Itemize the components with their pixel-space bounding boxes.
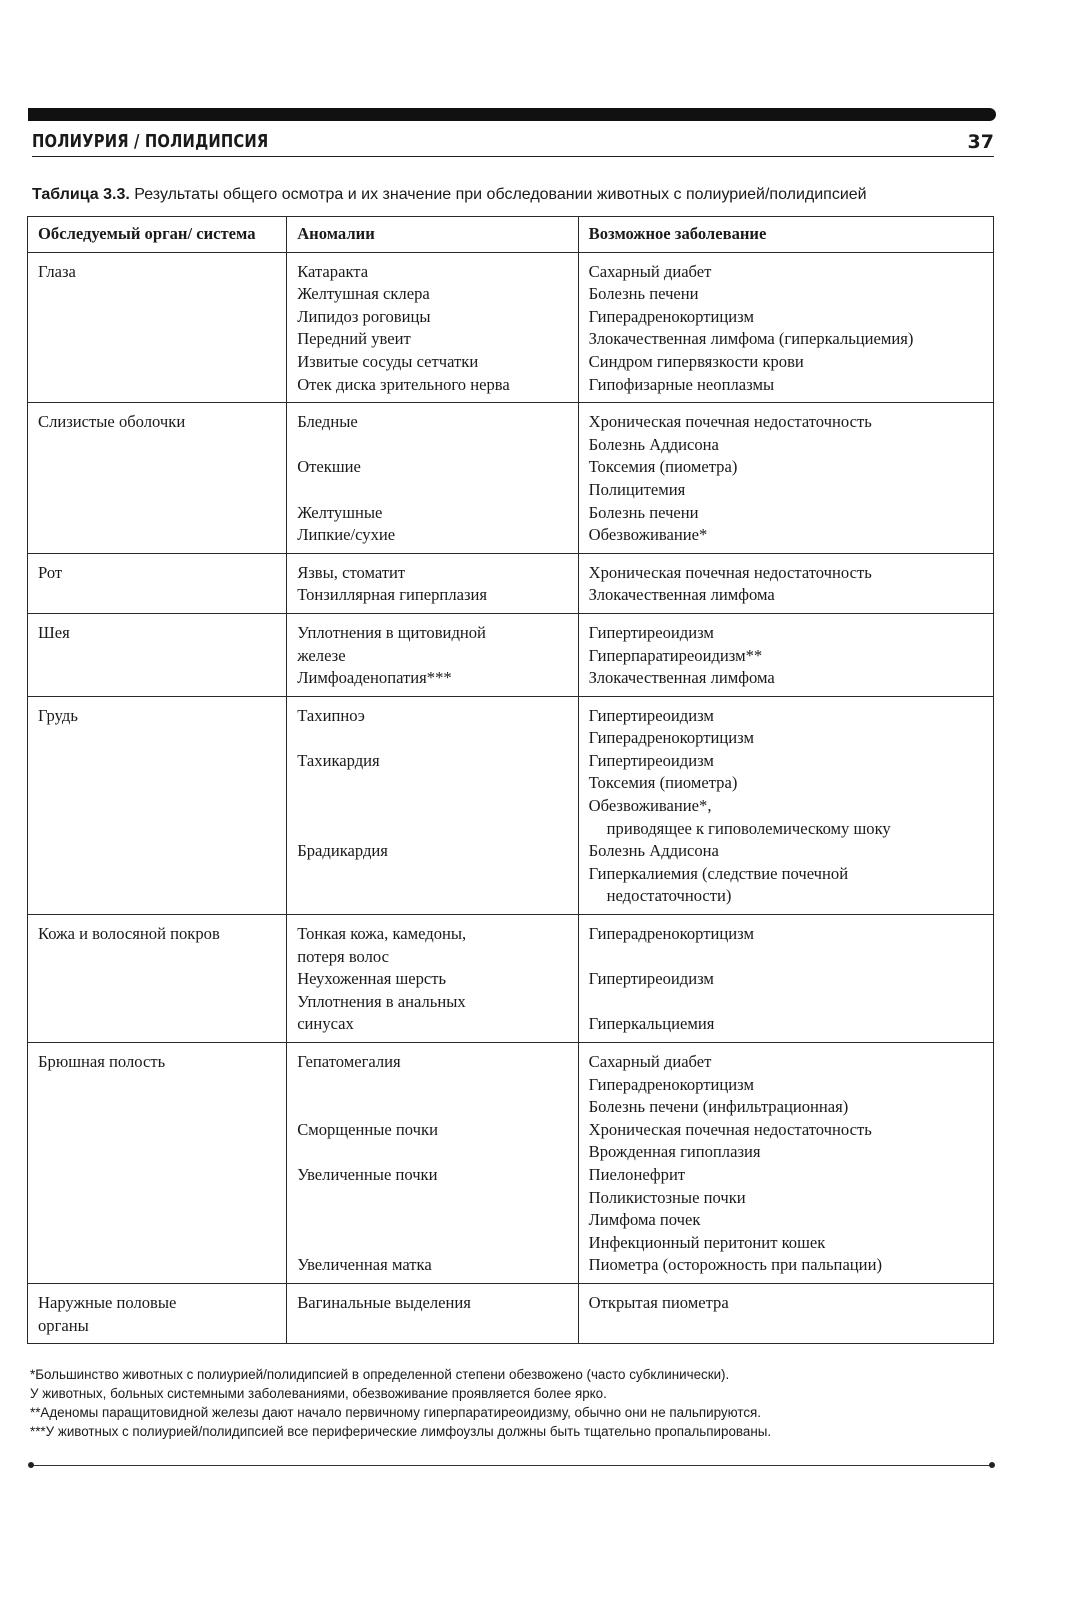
cell-line: Токсемия (пиометра) bbox=[588, 773, 738, 793]
cell-line bbox=[589, 946, 987, 969]
organ-cell bbox=[28, 403, 287, 554]
cell-line: Поликистозные почки bbox=[588, 1187, 746, 1207]
table-row bbox=[28, 613, 994, 696]
cell-line: Гиперадренокортицизм bbox=[588, 924, 754, 944]
cell-line: потеря волос bbox=[297, 946, 389, 966]
cell-line: Слизистые оболочки bbox=[38, 412, 186, 432]
cell-line: Шея bbox=[38, 622, 70, 642]
cell-line bbox=[297, 863, 571, 886]
anomalies-cell bbox=[287, 915, 578, 1043]
diseases-cell bbox=[578, 915, 993, 1043]
cell-line: Инфекционный перитонит кошек bbox=[588, 1232, 826, 1252]
cell-line: Липидоз роговицы bbox=[297, 306, 431, 326]
cell-line: Грудь bbox=[38, 705, 78, 725]
cell-line: Язвы, стоматит bbox=[297, 562, 406, 582]
cell-line bbox=[297, 434, 571, 457]
cell-line: органы bbox=[38, 1315, 89, 1335]
cell-line bbox=[297, 795, 571, 818]
cell-line bbox=[297, 818, 571, 841]
header-organ: Обследуемый орган/ система bbox=[28, 217, 287, 253]
diseases-cell bbox=[578, 252, 993, 403]
cell-line: Желтушная склера bbox=[297, 284, 430, 304]
table-row bbox=[28, 696, 994, 914]
cell-line: Бледные bbox=[297, 412, 358, 432]
cell-line: Сморщенные почки bbox=[297, 1119, 438, 1139]
cell-line bbox=[297, 479, 571, 502]
anomalies-cell bbox=[287, 613, 578, 696]
cell-line bbox=[297, 1232, 571, 1255]
cell-line: Катаракта bbox=[297, 261, 369, 281]
table-body bbox=[28, 252, 994, 1344]
cell-line: Сахарный диабет bbox=[588, 1052, 712, 1071]
diseases-cell bbox=[578, 696, 993, 914]
cell-line: Увеличенные почки bbox=[297, 1164, 438, 1184]
diseases-cell bbox=[578, 613, 993, 696]
footnote: У животных, больных системными заболеваниями, обезвоживание проявляется более ярко. bbox=[30, 1386, 607, 1401]
page-number: 37 bbox=[967, 131, 994, 153]
cell-line: Токсемия (пиометра) bbox=[588, 457, 738, 477]
anomalies-cell bbox=[287, 1283, 578, 1343]
anomalies-cell bbox=[287, 696, 578, 914]
organ-cell bbox=[28, 252, 287, 403]
cell-line: Брюшная полость bbox=[38, 1052, 166, 1071]
cell-line: Вагинальные выделения bbox=[297, 1292, 471, 1312]
cell-line: Гиперпаратиреоидизм** bbox=[588, 645, 763, 665]
footnote: *Большинство животных с полиурией/полидипсией в определенной степени обезвожено (часто субклинически). bbox=[30, 1367, 730, 1382]
organ-cell bbox=[28, 915, 287, 1043]
cell-line: Гиперадренокортицизм bbox=[588, 1074, 754, 1094]
cell-line: Гепатомегалия bbox=[297, 1052, 401, 1071]
cell-line: Обезвоживание*, bbox=[588, 796, 712, 816]
cell-line: Открытая пиометра bbox=[588, 1292, 729, 1312]
cell-line: Липкие/сухие bbox=[297, 525, 396, 545]
diseases-cell bbox=[578, 1283, 993, 1343]
cell-line bbox=[297, 1074, 571, 1097]
table-row bbox=[28, 915, 994, 1043]
table-row bbox=[28, 1043, 994, 1284]
cell-line: Злокачественная лимфома bbox=[588, 668, 775, 688]
cell-line: приводящее к гиповолемическому шоку bbox=[606, 818, 891, 838]
cell-line bbox=[589, 991, 987, 1014]
anomalies-cell bbox=[287, 1043, 578, 1284]
cell-line: Гипертиреоидизм bbox=[588, 969, 714, 989]
cell-line: Тахикардия bbox=[297, 750, 380, 770]
cell-line: Гипертиреоидизм bbox=[588, 750, 714, 770]
anomalies-cell bbox=[287, 553, 578, 613]
cell-line: Гипофизарные неоплазмы bbox=[588, 374, 775, 394]
cell-line: Пиелонефрит bbox=[588, 1164, 686, 1184]
cell-line: Тонкая кожа, камедоны, bbox=[297, 924, 467, 944]
cell-line: синусах bbox=[297, 1014, 354, 1034]
organ-cell bbox=[28, 613, 287, 696]
footnotes bbox=[30, 1365, 1010, 1441]
findings-table-container bbox=[27, 216, 994, 1344]
table-caption-label: Таблица 3.3. bbox=[32, 186, 130, 203]
cell-line: Глаза bbox=[38, 261, 76, 281]
anomalies-cell bbox=[287, 403, 578, 554]
cell-line bbox=[297, 727, 571, 750]
cell-line: Наружные половые bbox=[38, 1292, 177, 1312]
cell-line: Лимфома почек bbox=[588, 1210, 701, 1230]
organ-cell bbox=[28, 1283, 287, 1343]
cell-line: Обезвоживание* bbox=[588, 525, 708, 545]
cell-line: Сахарный диабет bbox=[588, 261, 712, 281]
cell-line: Тонзиллярная гиперплазия bbox=[297, 585, 488, 605]
cell-line bbox=[297, 1096, 571, 1119]
footnote: ***У животных с полиурией/полидипсией все периферические лимфоузлы должны быть тщательно пропальпированы. bbox=[30, 1424, 772, 1439]
running-header bbox=[32, 130, 994, 157]
organ-cell bbox=[28, 1043, 287, 1284]
cell-line: Гипертиреоидизм bbox=[588, 705, 714, 725]
cell-line: Злокачественная лимфома (гиперкальциемия) bbox=[588, 329, 914, 349]
cell-line: Гиперкальциемия bbox=[588, 1014, 715, 1034]
section-title: ПОЛИУРИЯ / ПОЛИДИПСИЯ bbox=[32, 131, 269, 152]
cell-line bbox=[297, 885, 571, 908]
cell-line: Болезнь печени bbox=[588, 502, 699, 522]
organ-cell bbox=[28, 553, 287, 613]
header-diseases: Возможное заболевание bbox=[578, 217, 993, 253]
cell-line: Передний увеит bbox=[297, 329, 411, 349]
cell-line: Хроническая почечная недостаточность bbox=[588, 562, 872, 582]
cell-line: Лимфоаденопатия*** bbox=[297, 668, 452, 688]
anomalies-cell bbox=[287, 252, 578, 403]
cell-line: Полицитемия bbox=[588, 479, 686, 499]
rule-end-dot bbox=[28, 1462, 34, 1468]
cell-line bbox=[297, 1209, 571, 1232]
cell-line bbox=[297, 1141, 571, 1164]
cell-line: Извитые сосуды сетчатки bbox=[297, 351, 479, 371]
table-caption-text: Результаты общего осмотра и их значение при обследовании животных с полиурией/полидипсией bbox=[129, 186, 867, 203]
findings-table bbox=[27, 216, 994, 1344]
cell-line: Хроническая почечная недостаточность bbox=[588, 412, 872, 432]
cell-line: Болезнь печени (инфильтрационная) bbox=[588, 1097, 849, 1117]
diseases-cell bbox=[578, 1043, 993, 1284]
table-row bbox=[28, 1283, 994, 1343]
cell-line: Гиперадренокортицизм bbox=[588, 728, 754, 748]
header-anomalies: Аномалии bbox=[287, 217, 578, 253]
table-row bbox=[28, 553, 994, 613]
cell-line: недостаточности) bbox=[606, 886, 732, 906]
bottom-rule bbox=[30, 1465, 992, 1466]
table-header-row bbox=[28, 217, 994, 253]
cell-line: Пиометра (осторожность при пальпации) bbox=[588, 1255, 882, 1275]
footnote: **Аденомы паращитовидной железы дают начало первичному гиперпаратиреоидизму, обычно они не пальпируются. bbox=[30, 1405, 762, 1420]
cell-line: Уплотнения в анальных bbox=[297, 991, 466, 1011]
cell-line: железе bbox=[297, 645, 346, 665]
cell-line: Отек диска зрительного нерва bbox=[297, 374, 510, 394]
cell-line: Злокачественная лимфома bbox=[588, 585, 775, 605]
header-bar bbox=[28, 108, 996, 121]
cell-line: Болезнь печени bbox=[588, 284, 699, 304]
organ-cell bbox=[28, 696, 287, 914]
cell-line: Гиперкалиемия (следствие почечной bbox=[588, 863, 849, 883]
rule-end-dot bbox=[989, 1462, 995, 1468]
table-caption bbox=[32, 186, 1002, 204]
table-row bbox=[28, 403, 994, 554]
diseases-cell bbox=[578, 553, 993, 613]
cell-line: Неухоженная шерсть bbox=[297, 969, 447, 989]
cell-line: Болезнь Аддисона bbox=[588, 841, 719, 861]
cell-line: Брадикардия bbox=[297, 841, 388, 861]
cell-line: Кожа и волосяной покров bbox=[38, 924, 220, 944]
table-row bbox=[28, 252, 994, 403]
cell-line: Гиперадренокортицизм bbox=[588, 306, 754, 326]
cell-line: Увеличенная матка bbox=[297, 1255, 432, 1275]
cell-line: Уплотнения в щитовидной bbox=[297, 622, 486, 642]
cell-line: Врожденная гипоплазия bbox=[588, 1142, 761, 1162]
cell-line: Желтушные bbox=[297, 502, 383, 522]
cell-line: Болезнь Аддисона bbox=[588, 434, 719, 454]
cell-line: Хроническая почечная недостаточность bbox=[588, 1119, 872, 1139]
diseases-cell bbox=[578, 403, 993, 554]
cell-line bbox=[297, 772, 571, 795]
cell-line: Синдром гипервязкости крови bbox=[588, 351, 804, 371]
cell-line: Гипертиреоидизм bbox=[588, 622, 714, 642]
cell-line: Отекшие bbox=[297, 457, 361, 477]
cell-line: Тахипноэ bbox=[297, 705, 365, 725]
cell-line bbox=[297, 1187, 571, 1210]
cell-line: Рот bbox=[38, 562, 63, 582]
